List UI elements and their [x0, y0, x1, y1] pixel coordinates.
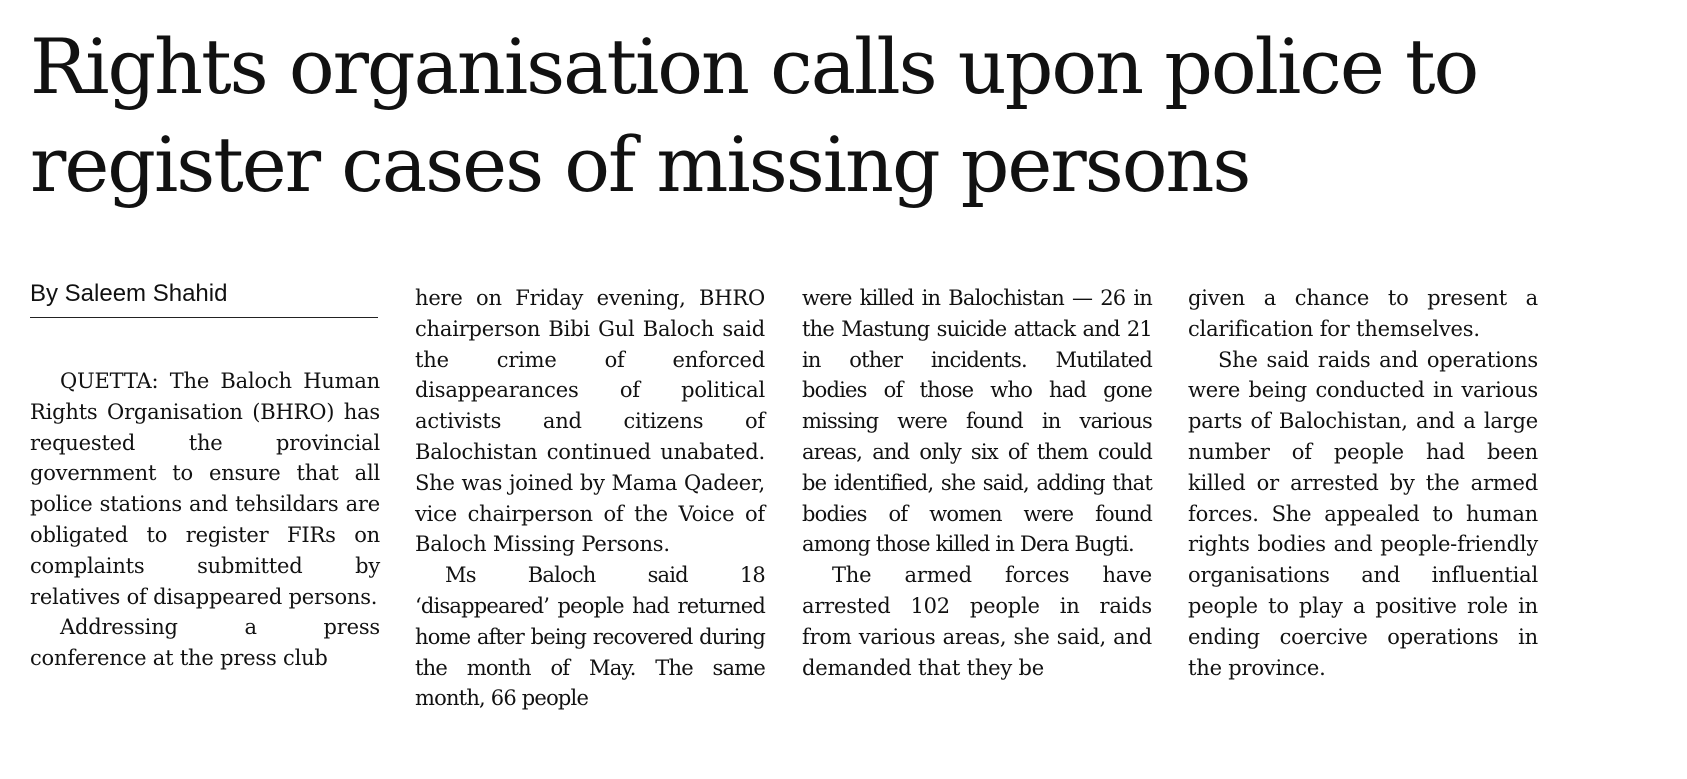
paragraph-dateline: QUETTA: The Baloch Human Rights Organisation (BHRO) has requested the provincial government to ensure that all police stations and tehsildars are obligated to register FIRs on complaints submitted by relatives of disappeared persons. — [30, 369, 380, 609]
article-column-4 — [1188, 283, 1538, 683]
byline: By Saleem Shahid — [30, 279, 378, 318]
paragraph-raids-appeal: She said raids and operations were being conducted in various parts of Balochistan, and a large number of people had been killed or arrested by the armed forces. She appealed to human rights bodies and people-friendly organisations and influential people to play a positive role in ending coercive operations in the province. — [1188, 347, 1538, 680]
article-column-1 — [30, 280, 380, 674]
paragraph-disappeared-end: were killed in Balochistan — 26 in the Mastung suicide attack and 21 in other incidents. Mutilated bodies of those who had gone missing were found in various areas, and only six of them could be identified, she said, adding that bodies of women were found among those killed in Dera Bugti. — [802, 286, 1152, 557]
paragraph-disappeared-start: Ms Baloch said 18 ‘disappeared’ people had returned home after being recovered during the month of May. The same month, 66 people — [415, 563, 765, 711]
headline-line-2: register cases of missing persons — [30, 120, 1250, 209]
article-column-3 — [802, 283, 1152, 683]
paragraph-arrests-end: given a chance to present a clarification for themselves. — [1188, 286, 1538, 341]
paragraph-arrests-start: The armed forces have arrested 102 people in raids from various areas, she said, and demanded that they be — [802, 563, 1152, 680]
article-column-2 — [415, 283, 765, 714]
paragraph-press-conference-end: here on Friday evening, BHRO chairperson Bibi Gul Baloch said the crime of enforced disappearances of political activists and citizens of Balochistan continued unabated. She was joined by Mama Qadeer, vice chairperson of the Voice of Baloch Missing Persons. — [415, 286, 765, 557]
paragraph-press-conference-start: Addressing a press conference at the press club — [30, 615, 380, 671]
headline — [30, 18, 1670, 214]
headline-line-1: Rights organisation calls upon police to — [30, 22, 1478, 111]
